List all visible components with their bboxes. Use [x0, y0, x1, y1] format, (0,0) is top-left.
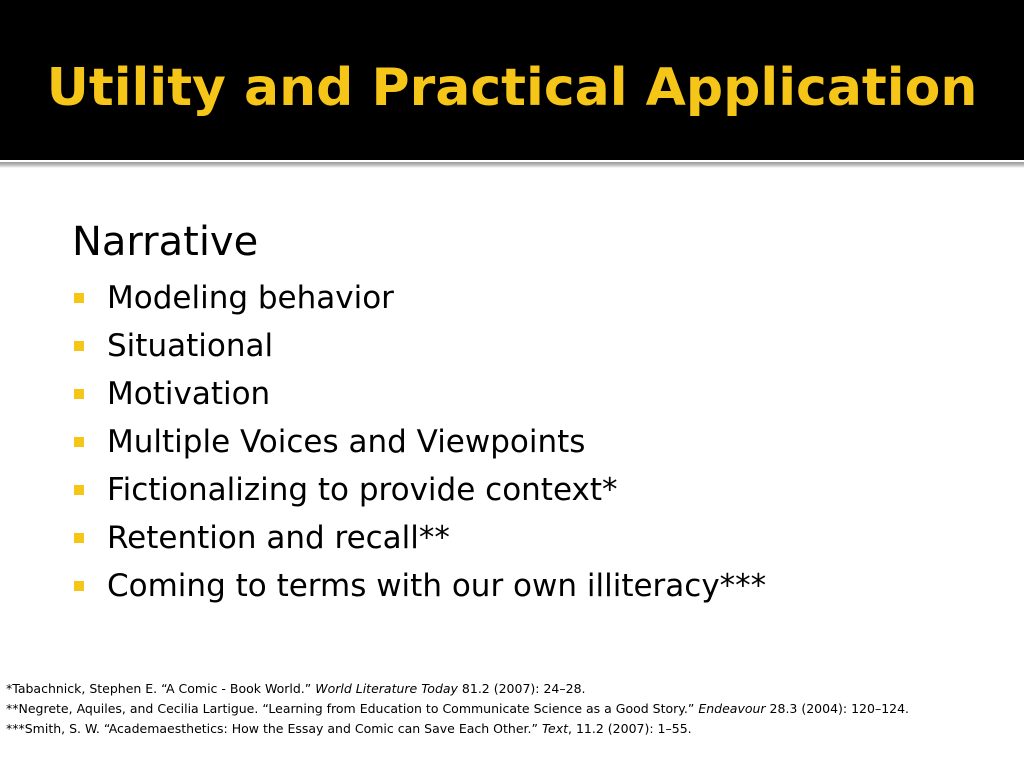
footnote-3 [6, 719, 1016, 739]
square-bullet-icon [74, 437, 84, 447]
footnote-citation: 81.2 (2007): 24–28. [457, 681, 586, 696]
square-bullet-icon [74, 581, 84, 591]
bullet-item [72, 322, 972, 370]
footnote-source-title: Text [541, 721, 569, 736]
footnote-citation: 28.3 (2004): 120–124. [765, 701, 910, 716]
bullet-text: Fictionalizing to provide context* [107, 472, 618, 508]
bullet-text: Coming to terms with our own illiteracy*** [107, 568, 767, 604]
slide-title: Utility and Practical Application [46, 58, 978, 118]
square-bullet-icon [74, 341, 84, 351]
footnote-source-title: World Literature Today [315, 681, 458, 696]
footnote-citation: , 11.2 (2007): 1–55. [568, 721, 692, 736]
bullet-item [72, 514, 972, 562]
bullet-item [72, 466, 972, 514]
bullet-list [72, 274, 972, 610]
bullet-text: Motivation [107, 376, 271, 412]
content-area [72, 214, 972, 610]
bullet-item [72, 274, 972, 322]
footnote-text: **Negrete, Aquiles, and Cecilia Lartigue. “Learning from Education to Communicate Science as a Good Story.” [6, 701, 699, 716]
footnote-2 [6, 699, 1016, 719]
bullet-text: Modeling behavior [107, 280, 394, 316]
bullet-text: Situational [107, 328, 274, 364]
footnote-text: *Tabachnick, Stephen E. “A Comic - Book World.” [6, 681, 316, 696]
square-bullet-icon [74, 293, 84, 303]
bullet-item [72, 370, 972, 418]
section-heading: Narrative [72, 219, 259, 265]
square-bullet-icon [74, 389, 84, 399]
bullet-item [72, 562, 972, 610]
bullet-item [72, 418, 972, 466]
footnotes [6, 679, 1016, 739]
footnote-1 [6, 679, 1016, 699]
title-divider [0, 160, 1024, 168]
square-bullet-icon [74, 533, 84, 543]
footnote-source-title: Endeavour [698, 701, 766, 716]
bullet-text: Retention and recall** [107, 520, 450, 556]
square-bullet-icon [74, 485, 84, 495]
bullet-text: Multiple Voices and Viewpoints [107, 424, 586, 460]
footnote-text: ***Smith, S. W. “Academaesthetics: How the Essay and Comic can Save Each Other.” [6, 721, 542, 736]
